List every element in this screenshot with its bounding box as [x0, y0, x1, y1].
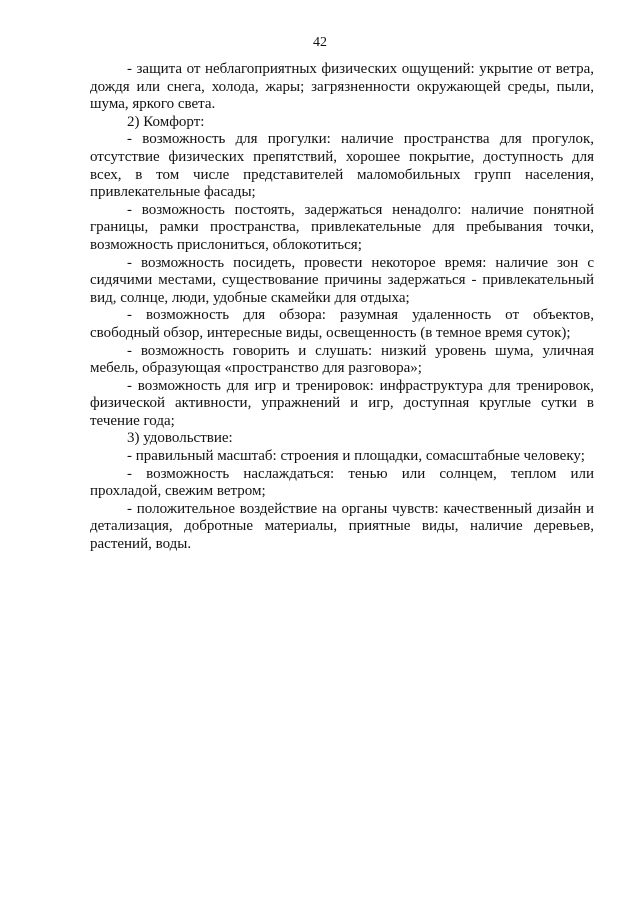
paragraph-standing: - возможность постоять, задержаться ненадолго: наличие понятной границы, рамки пространства, привлекательные для пребывания точки, возможность прислониться, облокотиться;	[90, 201, 594, 253]
section-heading-comfort: 2) Комфорт:	[127, 113, 205, 130]
page-number: 42	[313, 35, 327, 50]
paragraph-sitting: - возможность посидеть, провести некоторое время: наличие зон с сидячими местами, существование причины задержаться - привлекательный вид, солнце, люди, удобные скамейки для отдыха;	[90, 254, 594, 306]
paragraph-protection: - защита от неблагоприятных физических ощущений: укрытие от ветра, дождя или снега, холода, жары; загрязненности окружающей среды, пыли, шума, яркого света.	[90, 61, 594, 113]
paragraph-enjoying: - возможность наслаждаться: тенью или солнцем, теплом или прохладой, свежим ветром;	[90, 465, 594, 500]
paragraph-scale: - правильный масштаб: строения и площадки, сомасштабные человеку;	[127, 448, 585, 465]
paragraph-playing: - возможность для игр и тренировок: инфраструктура для тренировок, физической активности, упражнений и игр, доступная круглые сутки в течение года;	[90, 377, 594, 429]
paragraph-senses: - положительное воздействие на органы чувств: качественный дизайн и детализация, добротные материалы, приятные виды, наличие деревьев, растений, воды.	[90, 500, 594, 553]
document-body	[90, 61, 594, 554]
paragraph-walking: - возможность для прогулки: наличие пространства для прогулок, отсутствие физических препятствий, хорошее покрытие, доступность для всех, в том числе представителей маломобильных групп населения, привлекательные фасады;	[90, 131, 594, 201]
paragraph-viewing: - возможность для обзора: разумная удаленность от объектов, свободный обзор, интересные виды, освещенность (в темное время суток);	[90, 307, 594, 341]
section-heading-enjoyment: 3) удовольствие:	[127, 430, 233, 447]
paragraph-talking: - возможность говорить и слушать: низкий уровень шума, уличная мебель, образующая «пространство для разговора»;	[90, 342, 594, 377]
